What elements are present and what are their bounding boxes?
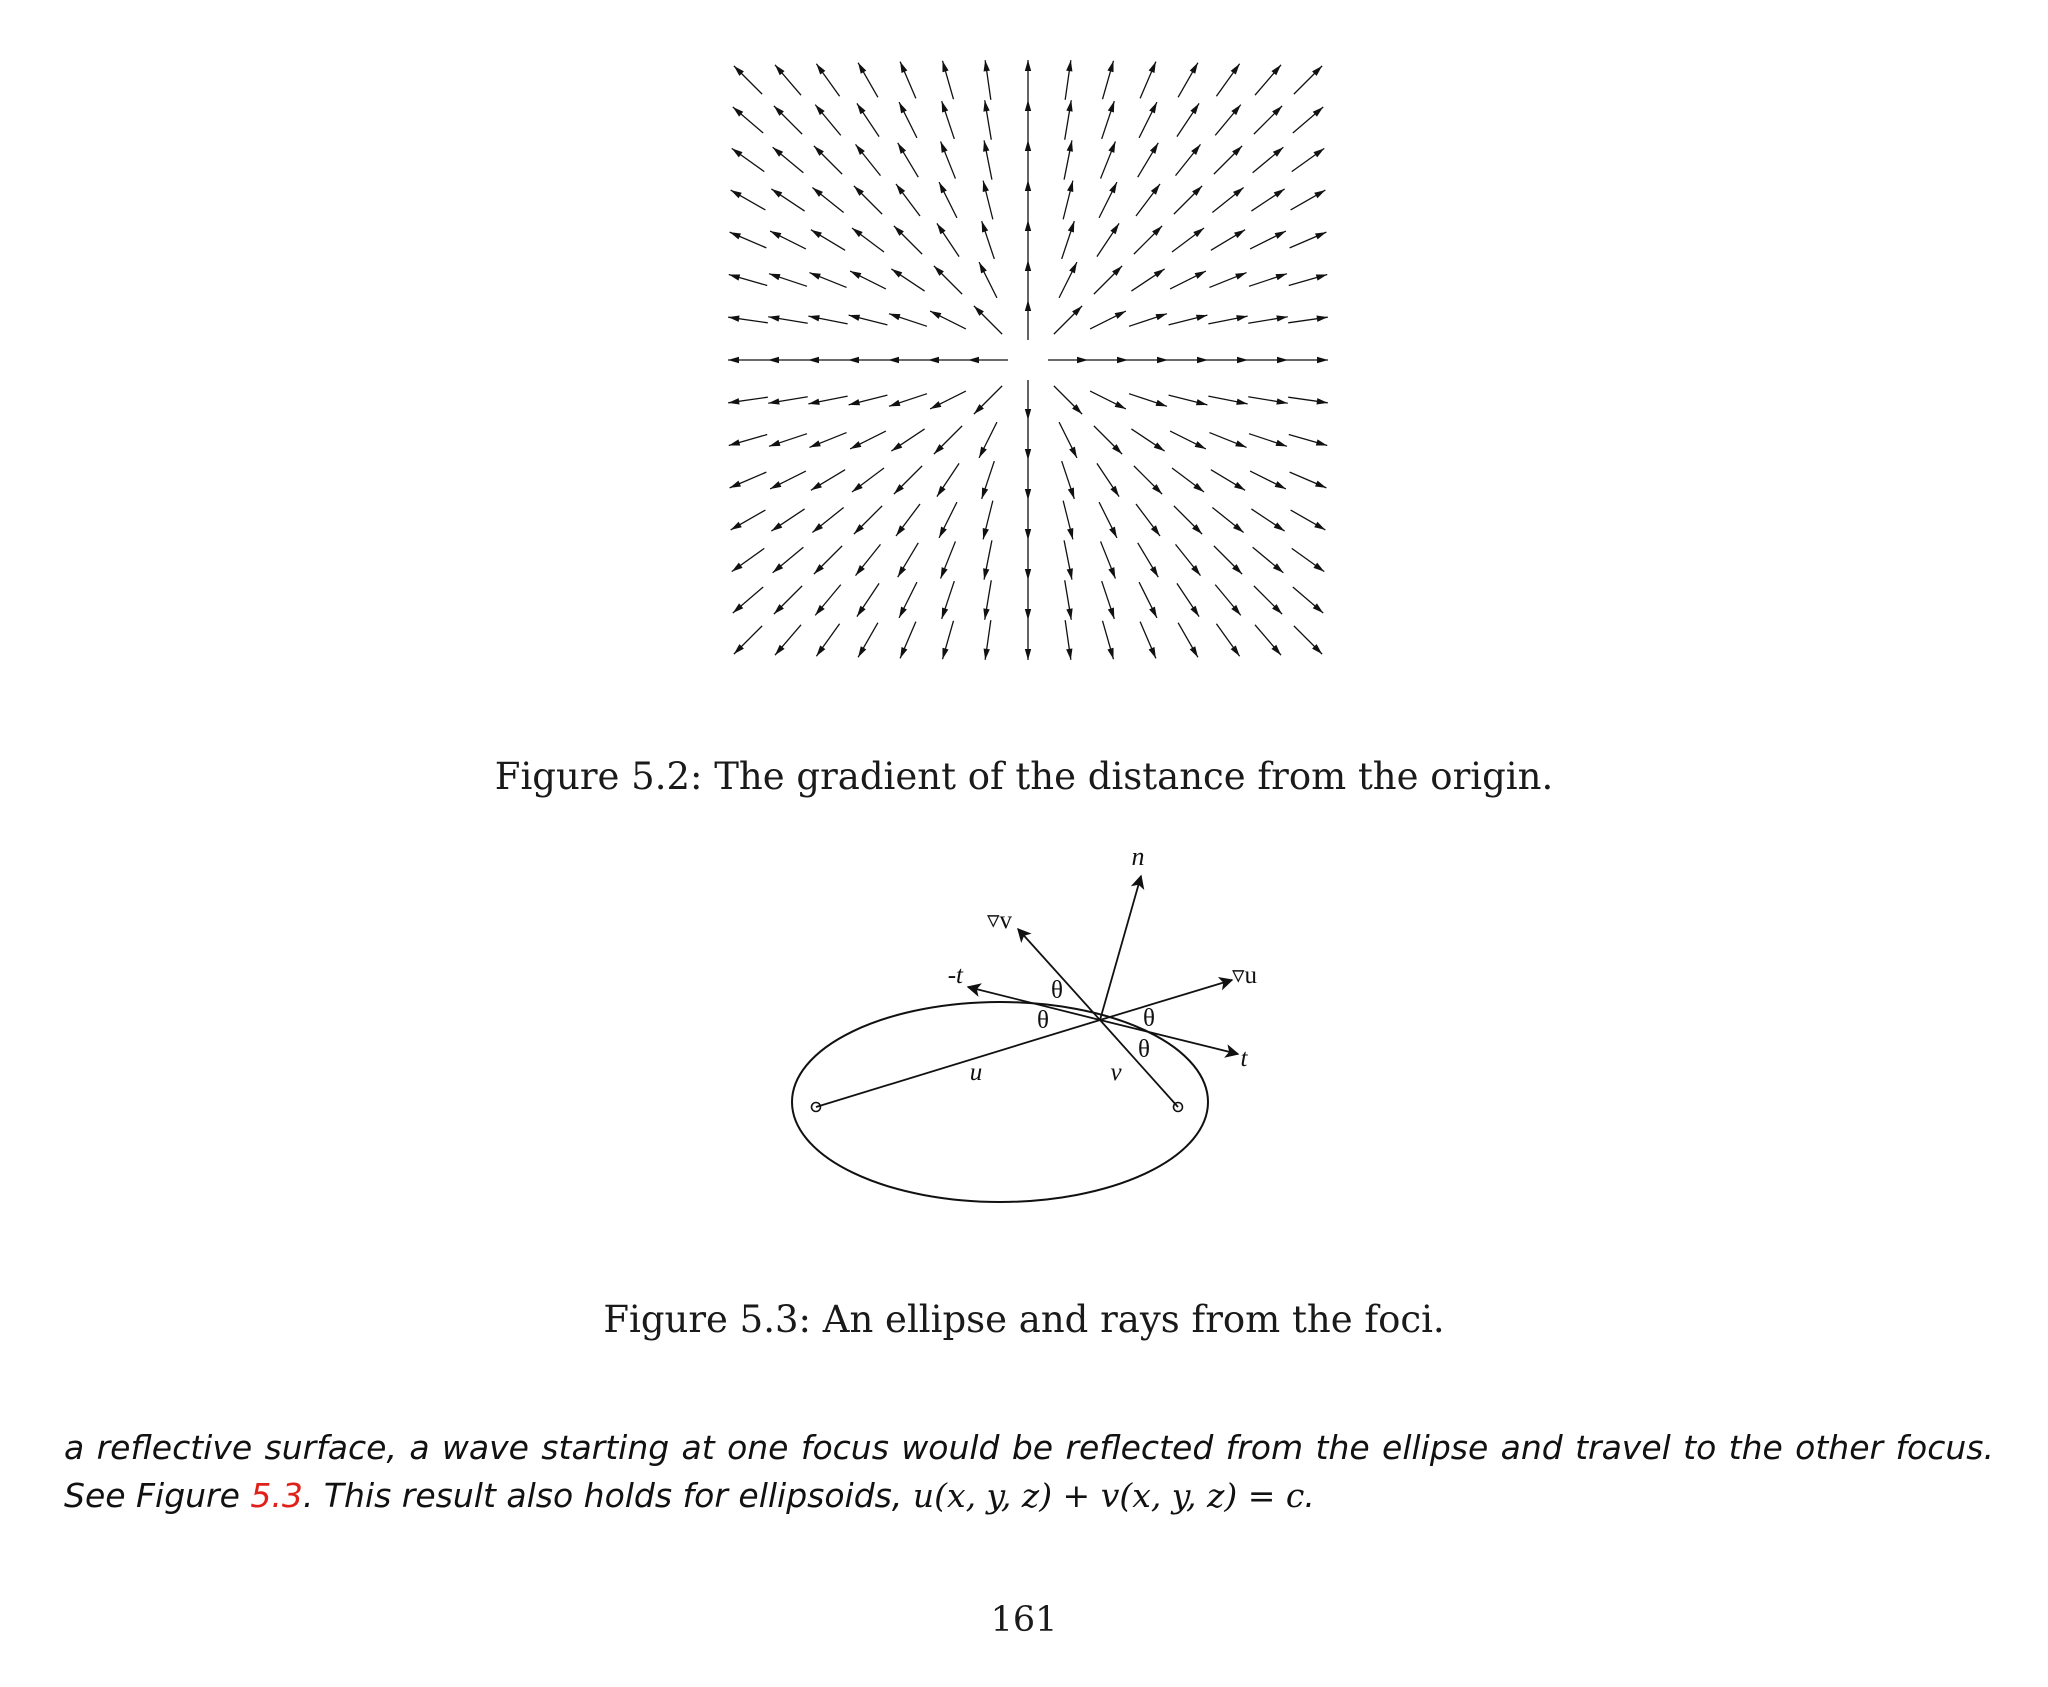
field-arrow-head [1190,103,1199,114]
field-arrow-head [1276,315,1287,321]
field-arrow-head [1276,274,1287,281]
field-arrow-head [891,269,902,278]
field-arrow-head [937,486,946,497]
field-arrow-head [1108,567,1115,578]
field-arrow-head [984,60,990,71]
field-arrow-head [1067,568,1073,579]
field-arrow-head [968,357,979,363]
field-arrow-head [1316,398,1327,404]
field-arrow-head [1235,440,1246,447]
field-arrow-head [1025,409,1031,420]
field-arrow-head [1193,228,1204,237]
field-arrow-head [1151,525,1160,536]
arrow-tangent-minus-t [968,987,1100,1020]
field-arrow-head [1313,563,1324,572]
field-arrow-head [1313,148,1324,157]
field-arrow-head [768,315,779,321]
field-arrow-head [1190,646,1198,657]
field-arrow-head [983,528,989,539]
field-arrow-head [891,442,902,451]
field-arrow-head [1025,649,1031,660]
field-arrow-head [731,522,742,530]
field-arrow-head [770,481,781,489]
field-arrow-head [1069,447,1077,458]
figure-5-3-caption: Figure 5.3: An ellipse and rays from the foci. [603,1298,1445,1341]
field-arrow-head [1025,569,1031,580]
field-arrow-head [1066,60,1072,71]
field-arrow-head [1151,184,1160,195]
field-arrow-head [857,606,866,617]
field-arrow-head [1315,481,1326,488]
field-arrow-head [898,143,906,154]
field-arrow-head [1157,357,1168,363]
paragraph-text: . This result also holds for ellipsoids, [302,1476,913,1515]
field-arrow-head [889,400,900,407]
field-arrow-head [771,522,782,531]
field-arrow-head [1231,645,1240,656]
field-arrow-head [857,103,866,114]
field-arrow-head [816,645,825,656]
field-arrow-head [1149,607,1157,618]
field-arrow-head [941,141,948,152]
field-arrow-head [1108,141,1115,152]
field-arrow-head [1149,102,1157,113]
field-arrow-head [858,63,866,74]
field-arrow-head [941,567,948,578]
field-arrow-head [1066,100,1072,111]
field-arrow-head [1107,61,1113,72]
field-arrow-head [983,568,989,579]
field-arrow-head [771,189,782,198]
field-arrow-head [728,357,739,363]
field-arrow-head [770,231,781,239]
field-arrow-head [1115,401,1126,409]
field-arrow-head [1068,488,1075,499]
field-arrow-head [1314,190,1325,198]
field-arrow-head [1197,357,1208,363]
field-arrow-head [1025,260,1031,271]
field-arrow-head [942,61,948,72]
field-arrow-head [1110,486,1119,497]
arrow-tangent-t [1100,1020,1238,1054]
label-minus-t: -t [947,962,963,989]
gradient-vector-field-figure [728,60,1328,660]
label-theta: θ [1143,1005,1155,1032]
field-arrow-head [1276,398,1287,404]
field-arrow-head [939,182,947,193]
field-arrow-head [1109,527,1117,538]
field-arrow-head [808,315,819,321]
field-arrow-head [769,274,780,281]
field-arrow-head [1316,316,1327,322]
ellipsoid-formula: u(x, y, z) + v(x, y, z) = c [912,1476,1305,1515]
figure-reference-link[interactable]: 5.3 [250,1476,303,1515]
field-arrow-head [1067,140,1073,151]
field-arrow-head [858,646,866,657]
field-arrow-head [982,488,989,499]
field-arrow-head [732,563,743,572]
paragraph-end: . [1304,1476,1315,1515]
body-paragraph [64,1424,1994,1520]
figure-5-2-caption: Figure 5.2: The gradient of the distance from the origin. [494,755,1554,798]
field-arrow-head [1149,62,1156,73]
field-arrow-head [729,274,740,280]
field-arrow-head [816,64,825,75]
field-arrow-head [896,184,905,195]
arrow-normal-n [1100,876,1141,1020]
field-arrow-head [979,262,987,273]
field-arrow-head [1025,609,1031,620]
field-arrow-head [1196,315,1207,321]
field-arrow-head [982,221,989,232]
field-arrow-head [888,357,899,363]
field-arrow-head [850,271,861,279]
field-arrow-head [811,230,822,238]
field-arrow-head [1077,357,1088,363]
field-arrow-head [849,399,860,405]
ray-u [816,1020,1100,1107]
field-arrow-head [849,315,860,321]
label-theta: θ [1051,977,1063,1004]
field-arrow-head [1231,64,1240,75]
field-arrow-head [900,62,907,73]
field-arrow-head [1108,608,1115,619]
field-arrow-head [942,101,949,112]
field-arrow-head [928,357,939,363]
field-arrow-head [983,181,989,192]
paragraph-text: a reflective surface, a wave starting at one focus would be reflected from the ellipse and travel to the other focus. See Figure [64,1428,1994,1515]
field-arrow-head [899,607,907,618]
field-arrow-head [1316,439,1327,445]
field-arrow-head [896,525,905,536]
field-arrow-head [808,357,819,363]
field-arrow-head [728,316,739,322]
field-arrow-head [1235,273,1246,280]
field-arrow-head [1237,357,1248,363]
field-arrow-head [979,447,987,458]
field-arrow-head [852,483,863,492]
field-arrow-head [809,273,820,280]
field-arrow-head [1316,274,1327,280]
field-arrow-head [1195,271,1206,279]
field-arrow-head [769,440,780,447]
field-arrow-head [937,223,946,234]
field-arrow-head [1066,648,1072,659]
field-arrow-head [1025,529,1031,540]
field-arrow-head [1025,220,1031,231]
field-arrow-head [1276,440,1287,447]
field-arrow-head [852,228,863,237]
field-arrow-head [1154,269,1165,278]
field-arrow-head [1068,221,1075,232]
field-arrow-head [850,441,861,449]
field-arrow-head [1150,566,1158,577]
field-arrow-head [984,648,990,659]
field-arrow-head [1117,357,1128,363]
field-arrow-head [1190,63,1198,74]
field-arrow-head [983,608,989,619]
field-arrow-head [1190,606,1199,617]
field-arrow-head [1274,522,1285,531]
field-arrow-head [1196,399,1207,405]
field-arrow-head [1107,648,1113,659]
field-arrow-head [1025,449,1031,460]
field-arrow-head [1067,528,1073,539]
field-arrow-head [809,440,820,447]
field-arrow-head [1317,357,1328,363]
field-arrow-head [1025,180,1031,191]
field-arrow-head [1066,608,1072,619]
field-arrow-head [1315,232,1326,239]
field-arrow-head [1236,399,1247,405]
field-arrow-head [1234,230,1245,238]
field-arrow-head [1025,300,1031,311]
field-arrow-head [848,357,859,363]
ellipse-foci-figure [760,830,1320,1230]
field-arrow-head [730,232,741,239]
field-arrow-head [1274,189,1285,198]
label-theta: θ [1138,1036,1150,1063]
field-arrow-head [900,647,907,658]
field-arrow-head [728,398,739,404]
field-arrow-head [898,566,906,577]
field-arrow-head [1110,223,1119,234]
label-v: v [1110,1059,1122,1086]
label-grad-u: ▿u [1232,962,1258,989]
label-t: t [1240,1045,1248,1072]
field-arrow-head [730,481,741,488]
field-arrow-head [983,140,989,151]
field-arrow-head [942,648,948,659]
field-arrow-head [768,357,779,363]
field-arrow-head [930,401,941,409]
field-arrow-head [811,482,822,490]
page-number: 161 [990,1600,1058,1640]
field-arrow-head [1275,231,1286,239]
label-grad-v: ▿v [986,907,1012,934]
arrow-grad-u [1100,980,1232,1020]
field-arrow-head [1025,140,1031,151]
field-arrow-head [1236,315,1247,321]
field-arrow-head [1109,182,1117,193]
field-arrow-head [1156,400,1167,407]
field-arrow-head [930,311,941,319]
field-arrow-head [1154,442,1165,451]
field-arrow-head [939,527,947,538]
field-arrow-head [1067,181,1073,192]
field-arrow-head [1108,101,1115,112]
field-arrow-head [808,399,819,405]
field-arrow-head [899,102,907,113]
field-arrow-head [729,439,740,445]
field-arrow-head [1234,482,1245,490]
field-arrow-head [1314,522,1325,530]
field-arrow-head [1025,60,1031,71]
field-arrow-head [1149,647,1156,658]
field-arrow-head [942,608,949,619]
field-arrow-head [1115,311,1126,319]
field-arrow-head [1195,441,1206,449]
field-arrow-head [732,148,743,157]
field-arrow-head [1156,314,1167,321]
field-arrow-head [1277,357,1288,363]
field-arrow-head [1025,489,1031,500]
field-arrow-head [768,398,779,404]
field-arrow-head [1150,143,1158,154]
label-theta: θ [1037,1007,1049,1034]
field-arrow-head [889,314,900,321]
label-n: n [1131,842,1145,871]
field-arrow-head [731,190,742,198]
field-arrow-head [1069,262,1077,273]
field-arrow-head [983,100,989,111]
field-arrow-head [1275,481,1286,489]
field-arrow-head [1025,100,1031,111]
label-u: u [969,1059,983,1086]
field-arrow-head [1193,483,1204,492]
